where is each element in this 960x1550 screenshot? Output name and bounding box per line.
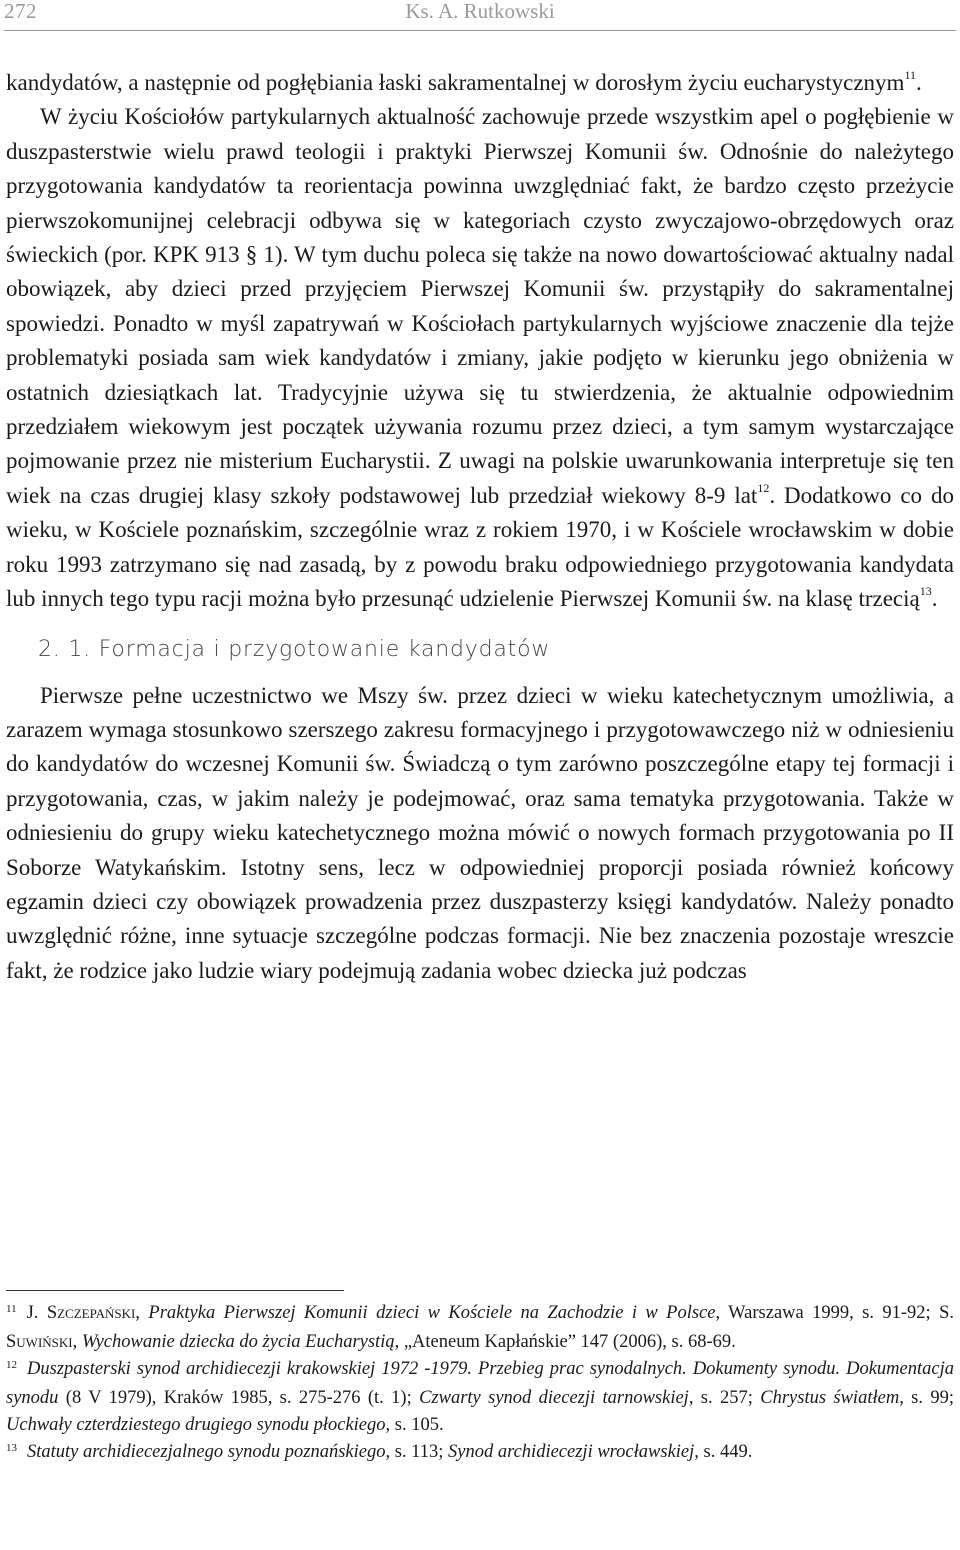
footnote-12: $^{12}$ Duszpasterski synod archidiecezji krakowskiej 1972 -1979. Przebieg prac synodalnych. Dokumenty synodu. Dokumentacja synodu (8 V 1979), Kraków 1985, s. 275-276 (t. 1); Czwarty synod diecezji tarnowskiej, s. 257; Chrystus światłem, s. 99; Uchwały czterdziestego drugiego synodu płockiego, s. 105. (6, 1359, 954, 1435)
paragraph-2: W życiu Kościołów partykularnych aktualność zachowuje przede wszystkim apel o pogłębienie w duszpasterstwie wielu prawd teologii i praktyki Pierwszej Komunii św. Odnośnie do należytego przygotowania kandydatów ta reorientacja powinna uwzględniać fakt, że bardzo często przeżycie pierwszokomunijnej celebracji odbywa się w kategoriach czysto zwyczajowo-obrzędowych oraz świeckich (por. KPK 913 § 1). W tym duchu poleca się także na nowo dowartościować aktualny nadal obowiązek, aby dzieci przed przyjęciem Pierwszej Komunii św. przystąpiły do sakramentalnej spowiedzi. Ponadto w myśl zapatrywań w Kościołach partykularnych wyjściowe znaczenie dla tejże problematyki posiada sam wiek kandydatów i zmiany, jakie podjęto w kierunku jego obniżenia w ostatnich dziesiątkach lat. Tradycyjnie używa się tu stwierdzenia, że aktualnie odpowiednim przedziałem wiekowym jest początek używania rozumu przez dzieci, a tym samym wystarczające pojmowanie przez nie misterium Eucharystii. Z uwagi na polskie uwarunkowania interpretuje się ten wiek na czas drugiej klasy szkoły podstawowej lub przedział wiekowy 8-9 lat$^{12}$. Dodatkowo co do wieku, w Kościele poznańskim, szczególnie wraz z rokiem 1970, i w Kościele wrocławskim w dobie roku 1993 zatrzymano się nad zasadą, by z powodu braku odpowiedniego przygotowania kandydata lub innych tego typu racji można było przesunąć udzielenie Pierwszej Komunii św. na klasę trzecią$^{13}$. (6, 104, 954, 612)
footnote-ref-13: 13 (919, 584, 932, 599)
footnote-11: $^{11}$ J. Szczepański, Praktyka Pierwszej Komunii dzieci w Kościele na Zachodzie i w Polsce, Warszawa 1999, s. 91-92; S. Suwiński, Wychowanie dziecka do życia Eucharystią, „Ateneum Kapłańskie” 147 (2006), s. 68-69. (6, 1303, 955, 1352)
paragraph-3: Pierwsze pełne uczestnictwo we Mszy św. przez dzieci w wieku katechetycznym umożliwia, a zarazem wymaga stosunkowo szerszego zakresu formacyjnego i przygotowawczego niż w odniesieniu do kandydatów do wczesnej Komunii św. Świadczą o tym zarówno poszczególne etapy tej formacji i przygotowania, czas, w jakim należy je podejmować, oraz sama tematyka przygotowania. Także w odniesieniu do grupy wieku katechetycznego można mówić o nowych formach przygotowania po II Soborze Watykańskim. Istotny sens, lecz w odpowiedniej proporcji posiada również końcowy egzamin dzieci czy obowiązek prowadzenia przez duszpasterzy księgi kandydatów. Należy ponadto uwzględnić różne, inne sytuacje szczególne podczas formacji. Nie bez znaczenia pozostaje wreszcie fakt, że rodzice jako ludzie wiary podejmują zadania wobec dziecka już podczas (6, 682, 954, 983)
footnote-ref-12: 12 (757, 481, 770, 496)
footnote-rule (6, 1290, 344, 1291)
running-title: Ks. A. Rutkowski (405, 0, 555, 23)
footnote-ref-11: 11 (904, 68, 916, 83)
footnotes (6, 1300, 954, 1468)
page-header (4, 0, 956, 26)
footnote-number: 13 (6, 1442, 17, 1454)
footnote-number: 12 (6, 1359, 17, 1371)
header-rule (4, 30, 956, 31)
main-text (6, 66, 954, 988)
section-heading: 2. 1. Formacja i przygotowanie kandydatów (38, 636, 551, 662)
page-number: 272 (4, 0, 37, 23)
paragraph-1: kandydatów, a następnie od pogłębiania łaski sakramentalnej w dorosłym życiu eucharystycznym$^{11}$. (6, 68, 922, 95)
footnote-number: 11 (6, 1303, 17, 1315)
footnote-13: $^{13}$ Statuty archidiecezjalnego synodu poznańskiego, s. 113; Synod archidiecezji wrocławskiej, s. 449. (6, 1442, 753, 1462)
